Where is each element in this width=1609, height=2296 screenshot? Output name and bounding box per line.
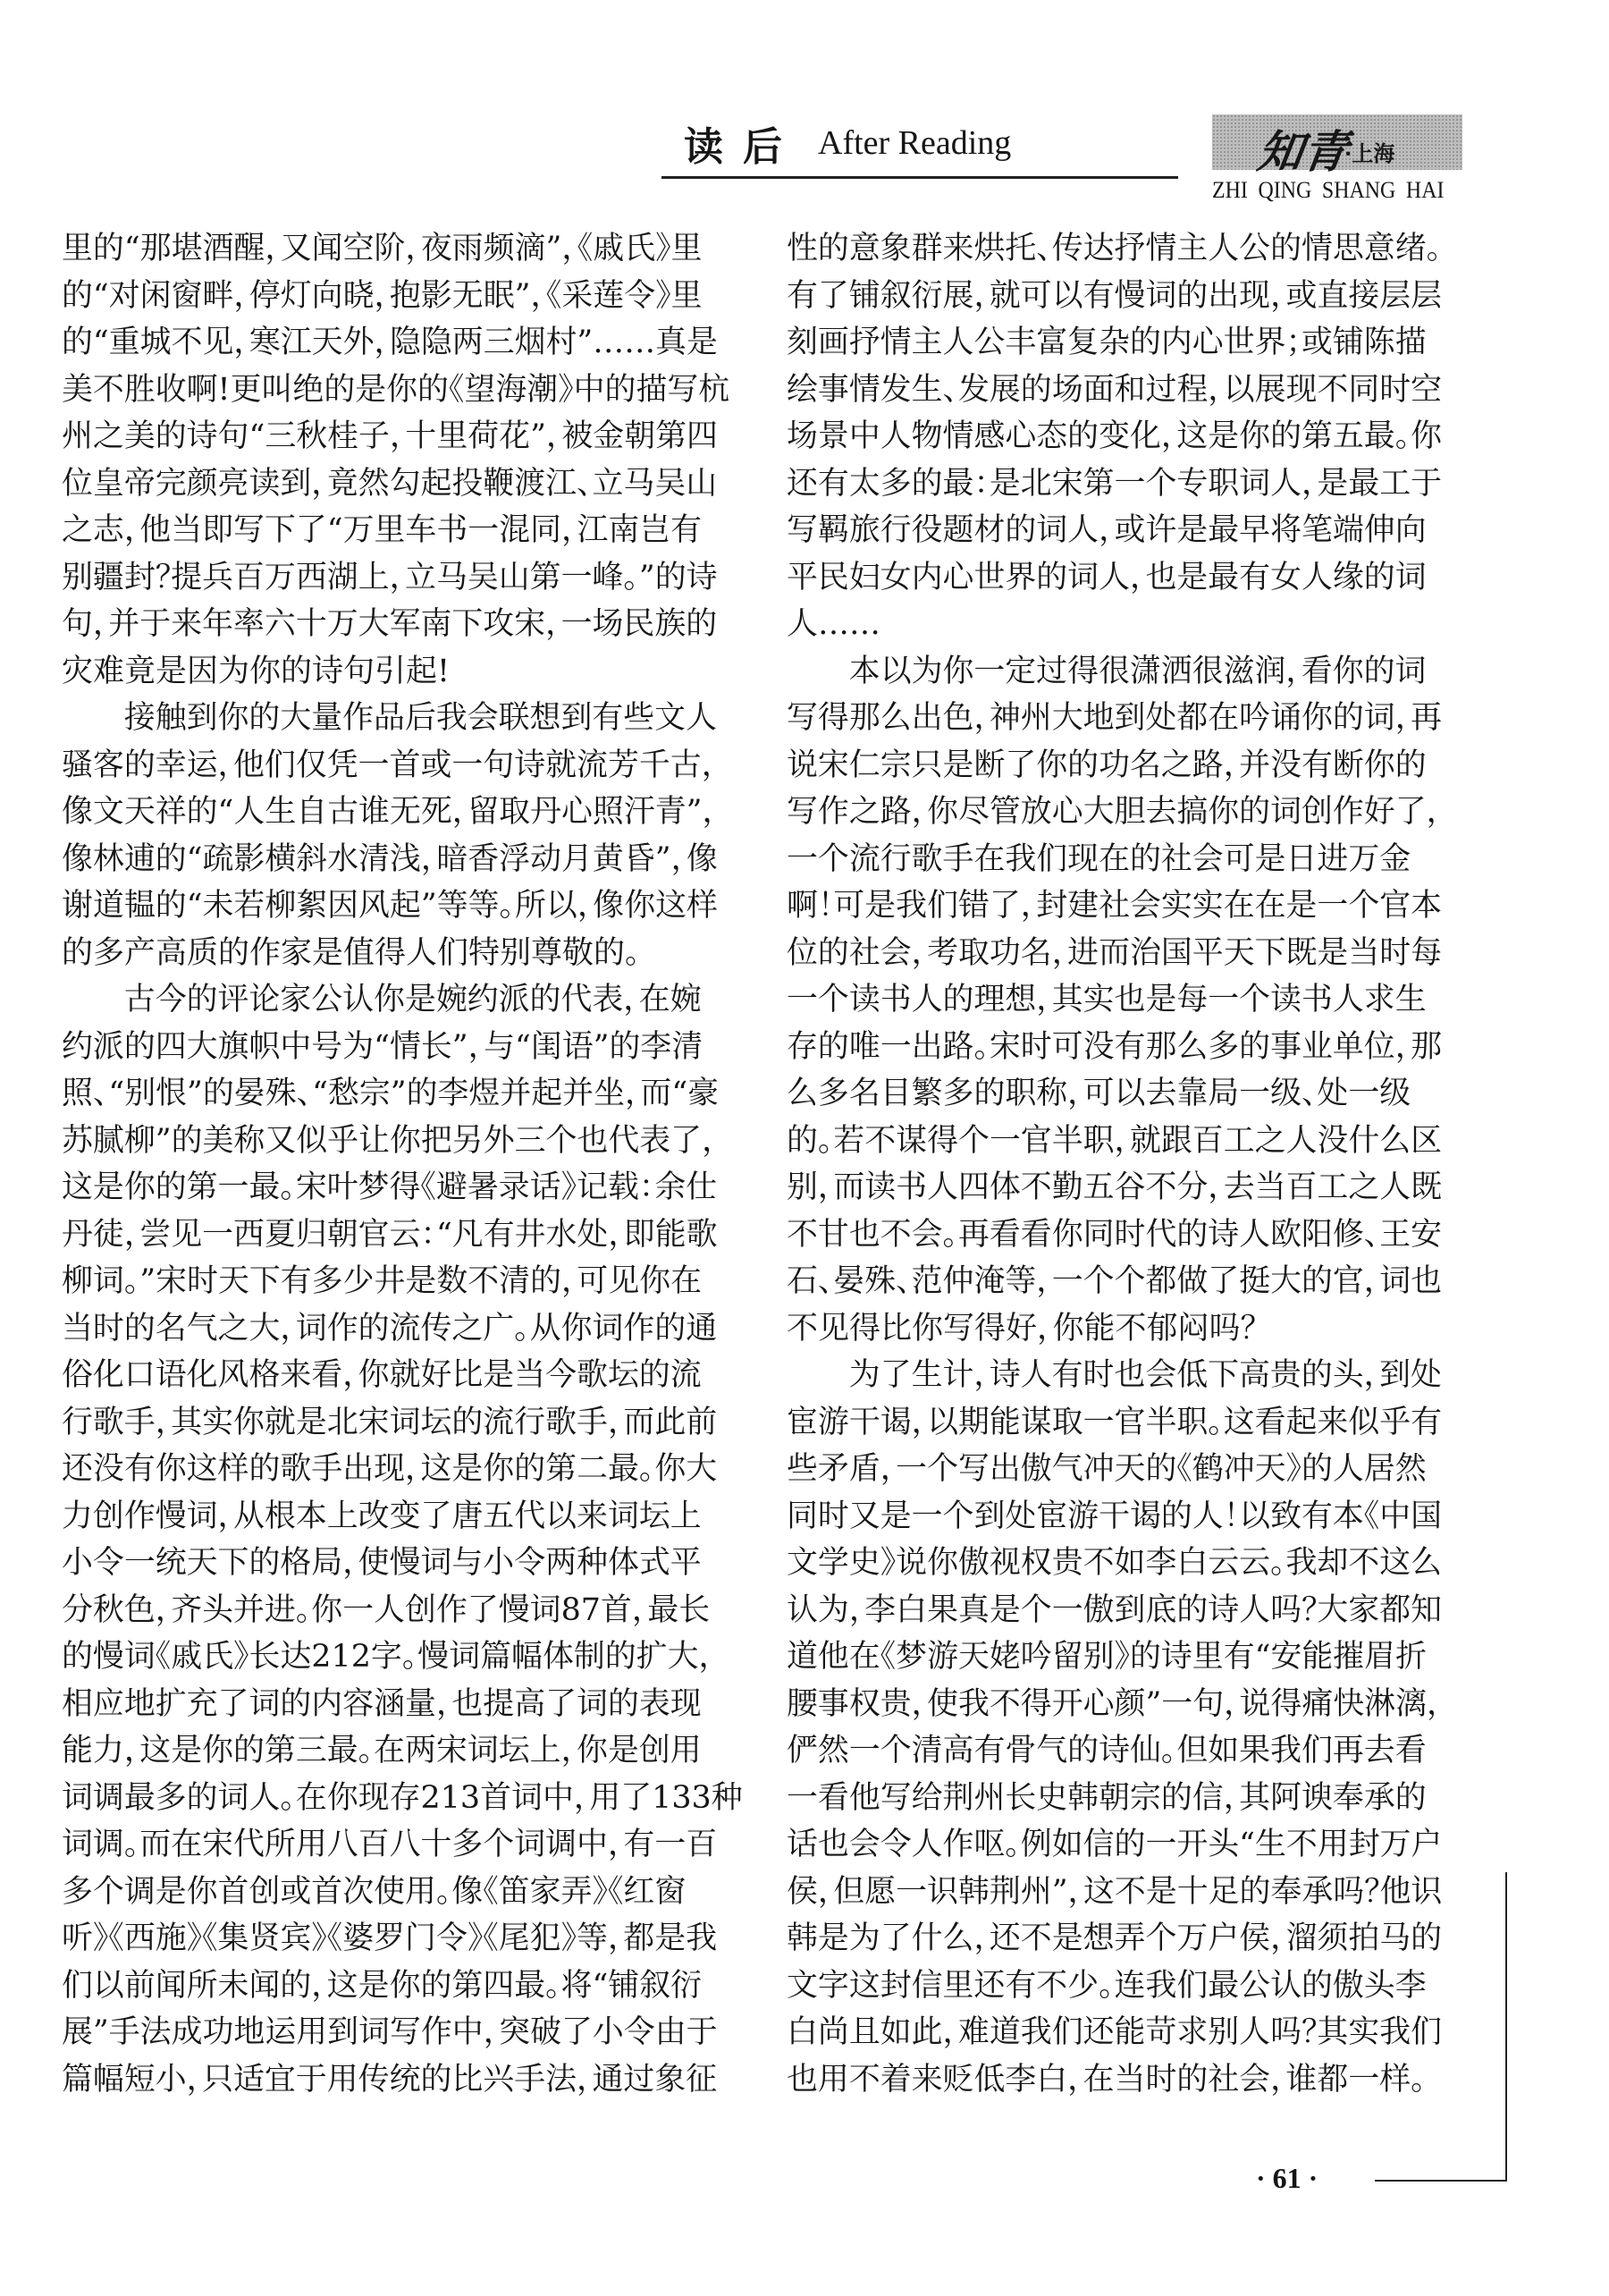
- text-line: 不见得比你写得好，你能不郁闷吗？: [787, 1310, 1257, 1346]
- text-line: 也用不着来贬低李白，在当时的社会，谁都一样。: [787, 2061, 1427, 2098]
- text-line: 道他在《梦游天姥吟留别》的诗里有“安能摧眉折: [787, 1639, 1428, 1675]
- text-line: 丹徒，尝见一西夏归朝官云：“凡有井水处，即能歌: [62, 1216, 718, 1253]
- paragraph: [62, 976, 769, 2103]
- text-line: 为了生计，诗人有时也会低下高贵的头，到处: [848, 1357, 1442, 1393]
- text-line: 一个读书人的理想，其实也是每一个读书人求生: [787, 982, 1427, 1017]
- text-line: 么多名目繁多的职称，可以去靠局一级、处一级: [787, 1076, 1411, 1111]
- text-line: 小令一统天下的格局，使慢词与小令两种体式平: [62, 1545, 702, 1581]
- text-line: 力创作慢词，从根本上改变了唐五代以来词坛上: [62, 1498, 702, 1534]
- text-line: 的。若不谋得个一官半职，就跟百工之人没什么区: [787, 1122, 1443, 1159]
- text-line: 位的社会，考取功名，进而治国平天下既是当时每: [787, 934, 1443, 971]
- article-column-left: [62, 225, 769, 2103]
- text-line: 约派的四大旗帜中号为“情长”，与“闺语”的李清: [62, 1028, 703, 1065]
- logo-subtitle: ·上海: [1344, 140, 1395, 166]
- text-line: 的多产高质的作家是值得人们特别尊敬的。: [62, 934, 641, 971]
- text-line: 石、晏殊、范仲淹等，一个个都做了挺大的官，词也: [787, 1263, 1443, 1299]
- text-line: 俗化口语化风格来看，你就好比是当今歌坛的流: [62, 1357, 702, 1393]
- text-line: 白尚且如此，难道我们还能苛求别人吗？其实我们: [787, 2014, 1443, 2050]
- paragraph: [787, 1352, 1462, 2103]
- text-line: 的“对闲窗畔，停灯向晓，抱影无眠”，《采莲令》里: [62, 277, 703, 314]
- text-line: 之志，他当即写下了“万里车书一混同，江南岂有: [62, 512, 703, 548]
- text-line: 写作之路，你尽管放心大胆去搞你的词创作好了，: [787, 794, 1443, 830]
- text-line: 像林逋的“疏影横斜水清浅，暗香浮动月黄昏”，像: [62, 840, 718, 877]
- text-line: 行歌手，其实你就是北宋词坛的流行歌手，而此前: [62, 1404, 718, 1440]
- text-line: 多个调是你首创或首次使用。像《笛家弄》《红窗: [62, 1873, 687, 1910]
- text-line: 同时又是一个到处宦游干谒的人！以致有本《中国: [787, 1498, 1443, 1534]
- text-line: 有了铺叙衍展，就可以有慢词的出现，或直接层层: [787, 277, 1443, 314]
- text-line: 文字这封信里还有不少。连我们最公认的傲头李: [787, 1967, 1427, 2004]
- text-line: 还没有你这样的歌手出现，这是你的第二最。你大: [62, 1451, 718, 1487]
- text-line: 美不胜收啊!更叫绝的是你的《望海潮》中的描写杭: [62, 371, 730, 408]
- text-line: 一看他写给荆州长史韩朝宗的信，其阿谀奉承的: [787, 1779, 1427, 1816]
- text-line: 词调最多的词人。在你现存213首词中，用了133种: [62, 1779, 743, 1816]
- text-line: 灾难竟是因为你的诗句引起!: [62, 653, 451, 689]
- text-line: 分秋色，齐头并进。你一人创作了慢词87首，最长: [62, 1591, 711, 1628]
- text-line: 别，而读书人四体不勤五谷不分，去当百工之人既: [787, 1169, 1443, 1205]
- section-title-english: After Reading: [818, 124, 1012, 162]
- text-line: 听》《西施》《集贤宾》《婆罗门令》《尾犯》等，都是我: [62, 1920, 718, 1956]
- text-line: 话也会令人作呕。例如信的一开头“生不用封万户: [787, 1827, 1443, 1862]
- paragraph: [62, 225, 769, 695]
- text-line: 州之美的诗句“三秋桂子，十里荷花”，被金朝第四: [62, 418, 718, 454]
- text-line: 写得那么出色，神州大地到处都在吟诵你的词，再: [787, 700, 1443, 736]
- text-line: 谢道韫的“未若柳絮因风起”等等。所以，像你这样: [62, 888, 718, 924]
- paragraph: [787, 648, 1462, 1353]
- article-column-right: [787, 225, 1462, 2103]
- text-line: 绘事情发生、发展的场面和过程，以展现不同时空: [787, 371, 1443, 408]
- magazine-logo: [1212, 114, 1462, 178]
- text-line: 文学史》说你傲视权贵不如李白云云。我却不这么: [787, 1545, 1443, 1581]
- text-line: 古今的评论家公认你是婉约派的代表，在婉: [123, 982, 702, 1017]
- text-line: 还有太多的最：是北宋第一个专职词人，是最工于: [787, 465, 1443, 502]
- text-line: 韩是为了什么，还不是想弄个万户侯，溜须拍马的: [787, 1920, 1443, 1956]
- text-line: 词调。而在宋代所用八百八十多个词调中，有一百: [62, 1827, 718, 1862]
- text-line: 句，并于来年率六十万大军南下攻宋，一场民族的: [62, 606, 718, 642]
- text-line: 写羁旅行役题材的词人，或许是最早将笔端伸向: [787, 512, 1427, 548]
- section-title: 读后: [684, 124, 802, 170]
- text-line: 的慢词《戚氏》长达212字。慢词篇幅体制的扩大，: [62, 1639, 714, 1675]
- page-number: · 61 ·: [1256, 2162, 1318, 2194]
- magazine-name-english: ZHI QING SHANG HAI: [1212, 177, 1445, 203]
- text-line: 位皇帝完颜亮读到，竟然勾起投鞭渡江、立马吴山: [62, 465, 718, 502]
- text-line: 腰事权贵，使我不得开心颜”一句，说得痛快淋漓，: [787, 1685, 1443, 1722]
- text-line: 本以为你一定过得很潇洒很滋润，看你的词: [848, 653, 1427, 689]
- text-line: 不甘也不会。再看看你同时代的诗人欧阳修、王安: [787, 1216, 1443, 1253]
- paragraph: [62, 695, 769, 976]
- text-line: 里的“那堪酒醒，又闻空阶，夜雨频滴”，《戚氏》里: [62, 231, 703, 266]
- text-line: 像文天祥的“人生自古谁无死，留取丹心照汗青”，: [62, 794, 718, 830]
- text-line: 一个流行歌手在我们现在的社会可是日进万金: [787, 840, 1411, 877]
- text-line: 的“重城不见，寒江天外，隐隐两三烟村”……真是: [62, 325, 718, 360]
- text-line: 刻画抒情主人公丰富复杂的内心世界；或铺陈描: [787, 325, 1427, 360]
- text-line: 认为，李白果真是个一傲到底的诗人吗？大家都知: [787, 1591, 1443, 1628]
- logo-script: 知青: [1254, 125, 1352, 178]
- text-line: 能力，这是你的第三最。在两宋词坛上，你是创用: [62, 1733, 702, 1768]
- text-line: 侯，但愿一识韩荆州”，这不是十足的奉承吗？他识: [787, 1873, 1443, 1910]
- text-line: 人……: [787, 606, 881, 642]
- text-line: 俨然一个清高有骨气的诗仙。但如果我们再去看: [787, 1733, 1427, 1768]
- text-line: 骚客的幸运，他们仅凭一首或一句诗就流芳千古，: [62, 747, 718, 783]
- text-line: 接触到你的大量作品后我会联想到有些文人: [123, 700, 717, 736]
- text-line: 存的唯一出路。宋时可没有那么多的事业单位，那: [787, 1028, 1443, 1065]
- footer-rule: [1375, 2180, 1507, 2182]
- text-line: 展”手法成功地运用到词写作中，突破了小令由于: [62, 2014, 718, 2050]
- text-line: 这是你的第一最。宋叶梦得《避暑录话》记载：余仕: [62, 1169, 718, 1205]
- text-line: 苏腻柳”的美称又似乎让你把另外三个也代表了，: [62, 1122, 718, 1159]
- text-line: 篇幅短小，只适宜于用传统的比兴手法，通过象征: [62, 2061, 718, 2098]
- text-line: 宦游干谒，以期能谋取一官半职。这看起来似乎有: [787, 1404, 1443, 1440]
- text-line: 性的意象群来烘托、传达抒情主人公的情思意绪。: [787, 231, 1443, 266]
- text-line: 相应地扩充了词的内容涵量，也提高了词的表现: [62, 1685, 702, 1722]
- text-line: 说宋仁宗只是断了你的功名之路，并没有断你的: [787, 747, 1427, 783]
- text-line: 柳词。”宋时天下有多少井是数不清的，可见你在: [62, 1263, 703, 1299]
- text-line: 当时的名气之大，词作的流传之广。从你词作的通: [62, 1310, 718, 1346]
- margin-rule: [1505, 1872, 1507, 2182]
- text-line: 平民妇女内心世界的词人，也是最有女人缘的词: [787, 559, 1427, 595]
- paragraph: [787, 225, 1462, 648]
- header-rule: [661, 176, 1178, 179]
- text-line: 些矛盾，一个写出傲气冲天的《鹤冲天》的人居然: [787, 1451, 1427, 1487]
- text-line: 别疆封？提兵百万西湖上，立马吴山第一峰。”的诗: [62, 559, 718, 595]
- text-line: 们以前闻所未闻的，这是你的第四最。将“铺叙衍: [62, 1967, 703, 2004]
- text-line: 照、“别恨”的晏殊、“愁宗”的李煜并起并坐，而“豪: [62, 1076, 720, 1111]
- text-line: 场景中人物情感心态的变化，这是你的第五最。你: [787, 418, 1443, 454]
- text-line: 啊！可是我们错了，封建社会实实在在是一个官本: [787, 888, 1443, 924]
